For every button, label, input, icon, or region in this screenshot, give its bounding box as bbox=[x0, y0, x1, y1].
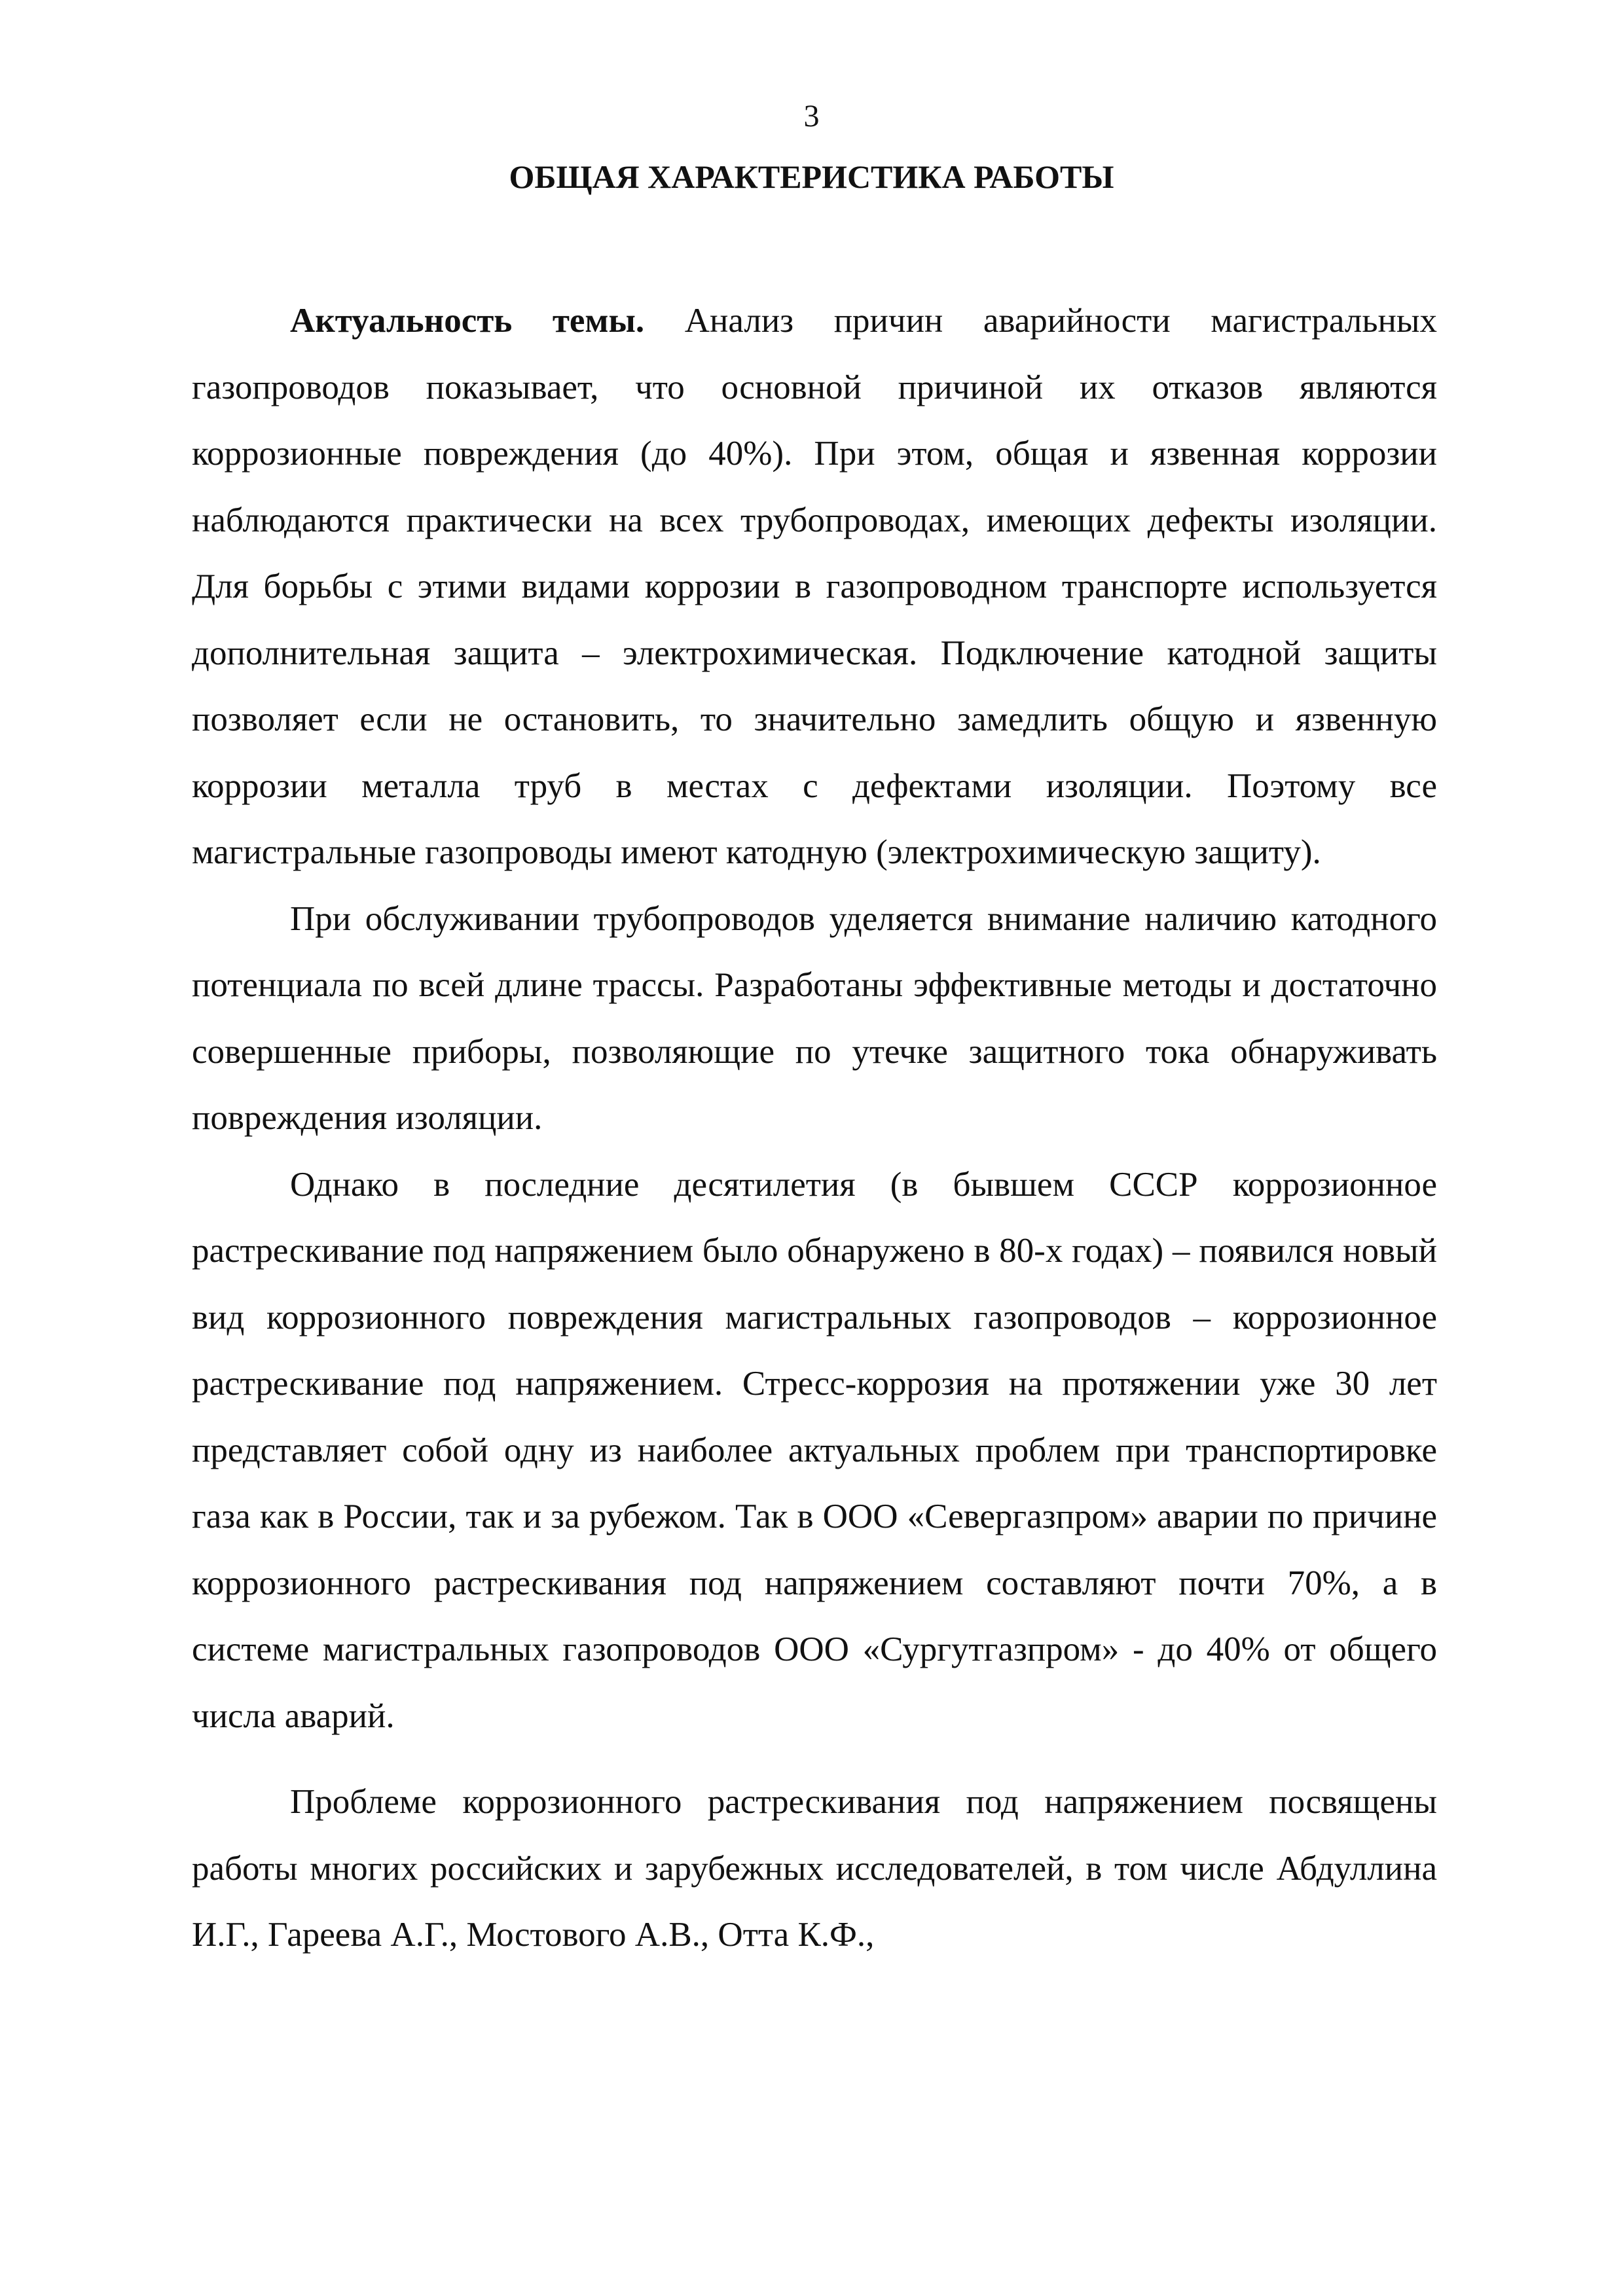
page-number: 3 bbox=[803, 99, 820, 134]
paragraph-gap bbox=[192, 1749, 1437, 1769]
page-title: ОБЩАЯ ХАРАКТЕРИСТИКА РАБОТЫ bbox=[509, 158, 1114, 195]
paragraph-researchers: Проблеме коррозионного растрескивания под напряжением посвящены работы многих российских и зарубежных исследователей, в том числе Абдуллина И.Г., Гареева А.Г., Мостового А.В., Отта К.Ф., bbox=[192, 1783, 1437, 1954]
paragraph-text: Анализ причин аварийности магистральных газопроводов показывает, что основной причиной их отказов являются коррозионные повреждения (до 40%). При этом, общая и язвенная коррозии наблюдаются практически на всех трубопроводах, имеющих дефекты изоляции. Для борьбы с этими видами коррозии в газопроводном транспорте используется дополнительная защита – электрохимическая. Подключение катодной защиты позволяет если не остановить, то значительно замедлить общую и язвенную коррозии металла труб в местах с дефектами изоляции. Поэтому все магистральные газопроводы имеют катодную (электрохимическую защиту). bbox=[192, 302, 1437, 871]
paragraph-relevance bbox=[192, 288, 1437, 886]
document-body bbox=[192, 288, 1437, 1969]
paragraph-stress-corrosion: Однако в последние десятилетия (в бывшем СССР коррозионное растрескивание под напряжением было обнаружено в 80-х годах) – появился новый вид коррозионного повреждения магистральных газопроводов – коррозионное растрескивание под напряжением. Стресс-коррозия на протяжении уже 30 лет представляет собой одну из наиболее актуальных проблем при транспортировке газа как в России, так и за рубежом. Так в ООО «Севергазпром» аварии по причине коррозионного растрескивания под напряжением составляют почти 70%, а в системе магистральных газопроводов ООО «Сургутгазпром» - до 40% от общего числа аварий. bbox=[192, 1165, 1437, 1735]
paragraph-lead-heading: Актуальность темы. bbox=[290, 302, 645, 340]
paragraph-maintenance: При обслуживании трубопроводов уделяется внимание наличию катодного потенциала по всей длине трассы. Разработаны эффективные методы и достаточно совершенные приборы, позволяющие по утечке защитного тока обнаруживать повреждения изоляции. bbox=[192, 899, 1437, 1137]
